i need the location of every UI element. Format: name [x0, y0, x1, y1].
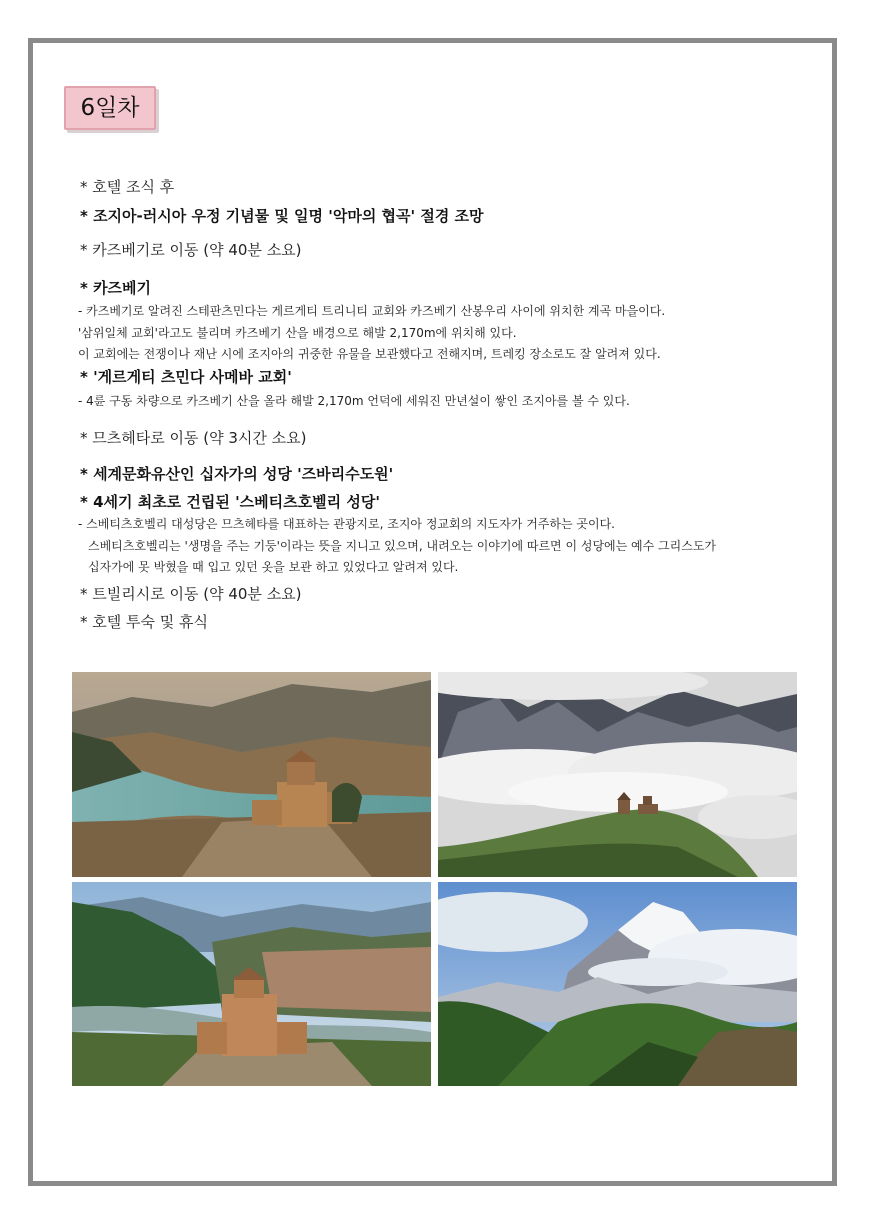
photo-mount-kazbek [438, 882, 797, 1086]
item-svetitskhoveli-title: * 4세기 최초로 건립된 '스베티츠호벨리 성당' [80, 493, 380, 511]
photo-jvari-monastery-river [72, 672, 431, 877]
item-breakfast: * 호텔 조식 후 [80, 178, 175, 196]
item-move-mtskheta: * 므츠헤타로 이동 (약 3시간 소요) [80, 429, 307, 447]
item-friendship-monument: * 조지아-러시아 우정 기념물 및 일명 '악마의 협곡' 절경 조망 [80, 207, 484, 225]
item-jvari-title: * 세계문화유산인 십자가의 성당 '즈바리수도원' [80, 465, 394, 483]
svetitskhoveli-desc-line-1: - 스베티츠호벨리 대성당은 므츠헤타를 대표하는 관광지로, 조지아 정교회의 지도자가 거주하는 곳이다. [78, 517, 615, 531]
kazbegi-desc-line-1: - 카즈베기로 알려진 스테판츠민다는 게르게티 트리니티 교회와 카즈베기 산봉우리 사이에 위치한 계곡 마을이다. [78, 304, 666, 318]
svetitskhoveli-desc-line-2: 스베티츠호벨리는 '생명을 주는 기둥'이라는 뜻을 지니고 있으며, 내려오는 이야기에 따르면 이 성당에는 예수 그리스도가 [88, 539, 717, 553]
kazbegi-desc-line-3: 이 교회에는 전쟁이나 재난 시에 조지아의 귀중한 유물을 보관했다고 전해지며, 트레킹 장소로도 잘 알려져 있다. [78, 347, 661, 361]
item-kazbegi-title: * 카즈베기 [80, 279, 152, 297]
photo-jvari-monastery-aerial [72, 882, 431, 1086]
item-gergeti-title: * '게르게티 츠민다 사메바 교회' [80, 368, 292, 386]
day-badge: 6일차 [64, 86, 156, 130]
item-hotel-rest: * 호텔 투숙 및 휴식 [80, 613, 209, 631]
gergeti-desc: - 4륜 구동 차량으로 카즈베기 산을 올라 해발 2,170m 언덕에 세워진 만년설이 쌓인 조지아를 볼 수 있다. [78, 394, 630, 408]
photo-gergeti-church-clouds [438, 672, 797, 877]
item-move-tbilisi: * 트빌리시로 이동 (약 40분 소요) [80, 585, 302, 603]
item-move-kazbegi: * 카즈베기로 이동 (약 40분 소요) [80, 241, 302, 259]
svetitskhoveli-desc-line-3: 십자가에 못 박혔을 때 입고 있던 옷을 보관 하고 있었다고 알려져 있다. [88, 560, 459, 574]
kazbegi-desc-line-2: '삼위일체 교회'라고도 불리며 카즈베기 산을 배경으로 해발 2,170m에 위치해 있다. [78, 326, 517, 340]
